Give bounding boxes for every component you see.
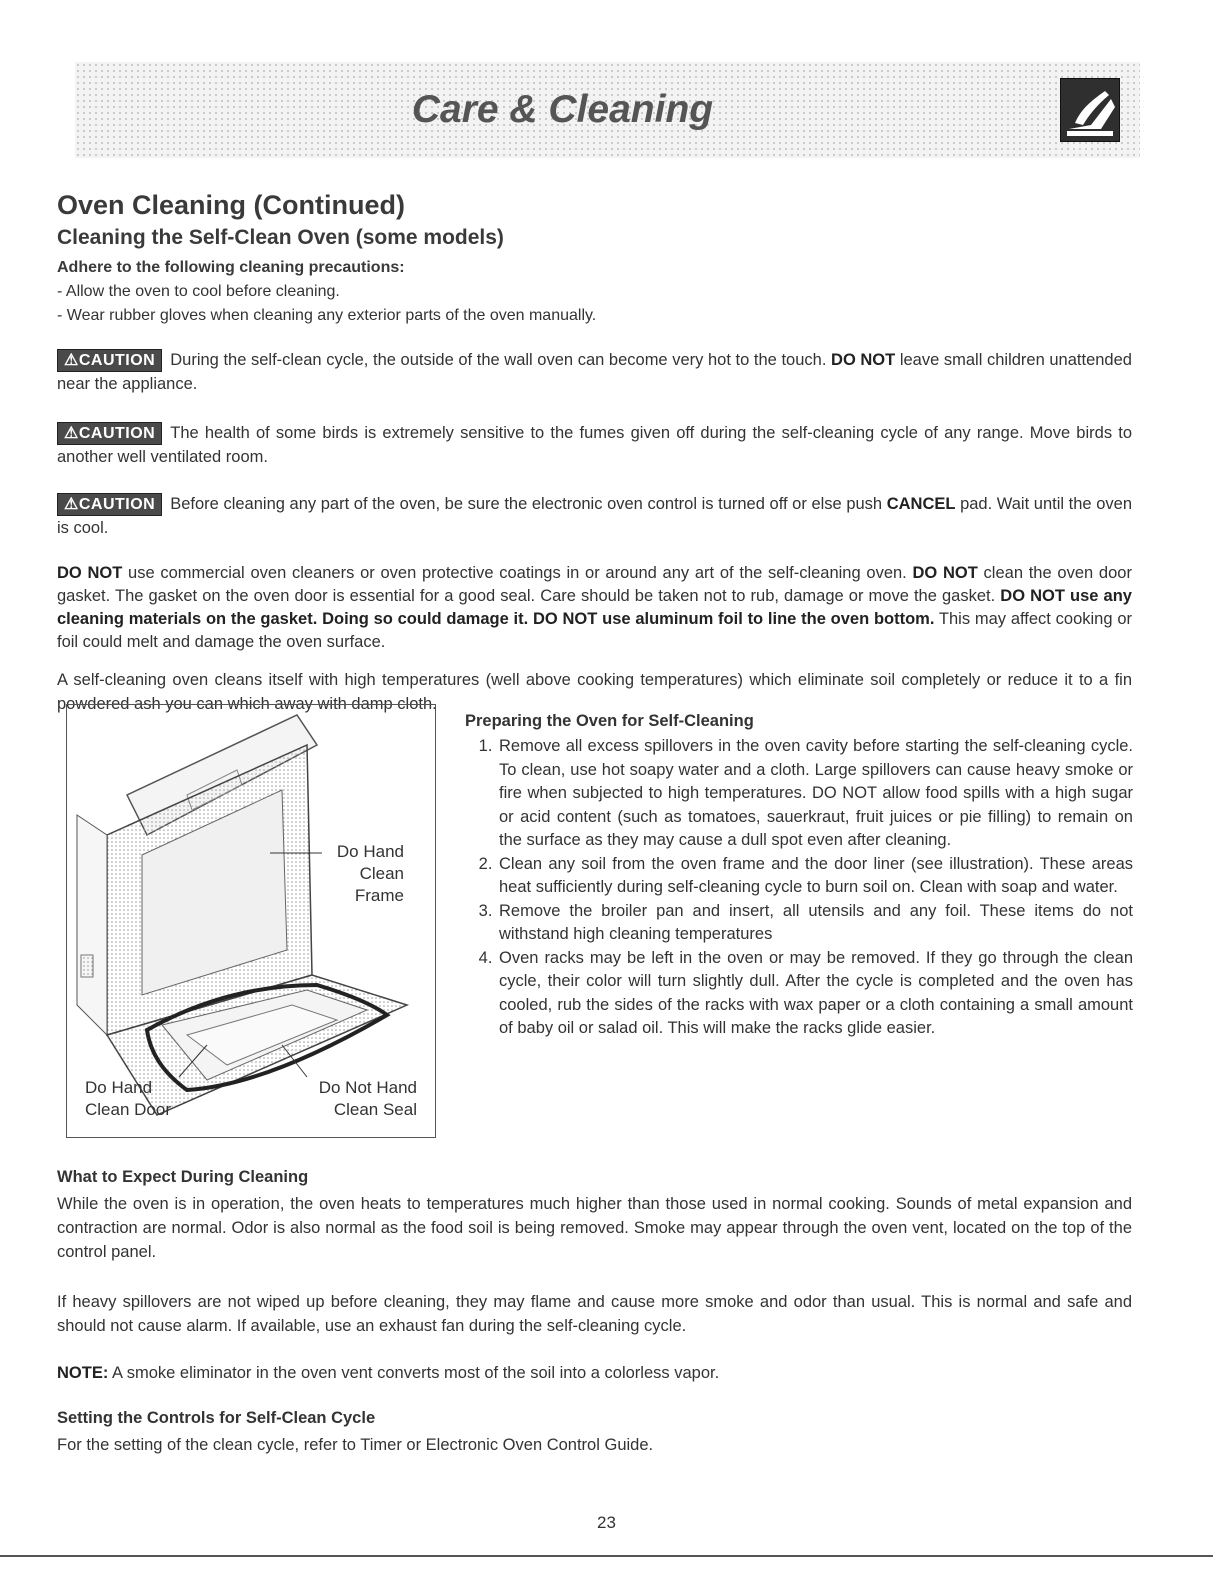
hand-cleaning-icon	[1060, 78, 1120, 142]
expect-paragraph: If heavy spillovers are not wiped up before cleaning, they may flame and cause more smoke and odor than usual. This is normal and safe and should not cause alarm. If available, use an exhaust fan during the self-cleaning cycle.	[57, 1293, 1132, 1335]
list-item: 2. Clean any soil from the oven frame and the door liner (see illustration). These areas heat sufficiently during self-cleaning cycle to burn soil on. Clean with soap and water.	[497, 853, 1133, 900]
oven-drawing	[67, 705, 435, 1137]
header-banner	[75, 62, 1140, 158]
prep-section	[465, 712, 1133, 1041]
self-clean-paragraph: A self-cleaning oven cleans itself with high temperatures (well above cooking temperatures) which eliminate soil completely or reduce it to a fin powdered ash you can which away with damp cloth.	[57, 671, 1132, 713]
list-item: 3. Remove the broiler pan and insert, all utensils and any foil. These items do not withstand high cleaning temperatures	[497, 900, 1133, 947]
precaution-item: - Allow the oven to cool before cleaning.	[57, 283, 340, 300]
oven-illustration	[66, 704, 436, 1138]
precaution-item: - Wear rubber gloves when cleaning any exterior parts of the oven manually.	[57, 307, 597, 324]
page-heading: Oven Cleaning (Continued)	[57, 190, 405, 220]
controls-paragraph: For the setting of the clean cycle, refer to Timer or Electronic Oven Control Guide.	[57, 1436, 654, 1454]
prep-title: Preparing the Oven for Self-Cleaning	[465, 712, 754, 730]
caution-paragraph: ⚠CAUTION The health of some birds is extremely sensitive to the fumes given off during the self-cleaning cycle of any range. Move birds to another well ventilated room.	[57, 424, 1132, 466]
caution-paragraph: ⚠CAUTION Before cleaning any part of the oven, be sure the electronic oven control is turned off or else push CANCEL pad. Wait until the oven is cool.	[57, 495, 1132, 537]
prep-list	[465, 735, 1133, 1041]
caution-badge: ⚠CAUTION	[57, 493, 162, 516]
footer-rule	[0, 1555, 1213, 1557]
banner-title: Care & Cleaning	[411, 88, 714, 131]
do-not-paragraph: DO NOT use commercial oven cleaners or oven protective coatings in or around any art of the self-cleaning oven. DO NOT clean the oven door gasket. The gasket on the oven door is essential for a good seal. Care should be taken not to rub, damage or move the gasket. DO NOT use any cleaning materials on the gasket. Doing so could damage it. DO NOT use aluminum foil to line the oven bottom. This may affect cooking or foil could melt and damage the oven surface.	[57, 564, 1132, 651]
label-frame: Do Hand Clean Frame	[336, 842, 404, 905]
page-number: 23	[597, 1513, 616, 1532]
label-door: Do Hand Clean Door	[85, 1078, 171, 1119]
label-seal: Do Not Hand Clean Seal	[318, 1078, 417, 1119]
expect-title: What to Expect During Cleaning	[57, 1168, 309, 1186]
note-paragraph: NOTE: A smoke eliminator in the oven vent converts most of the soil into a colorless vapor.	[57, 1364, 720, 1382]
expect-paragraph: While the oven is in operation, the oven heats to temperatures much higher than those used in normal cooking. Sounds of metal expansion and contraction are normal. Odor is also normal as the food soil is being removed. Smoke may appear through the oven vent, located on the top of the control panel.	[57, 1195, 1132, 1261]
caution-badge: ⚠CAUTION	[57, 422, 162, 445]
caution-badge: ⚠CAUTION	[57, 349, 162, 372]
caution-paragraph: ⚠CAUTION During the self-clean cycle, the outside of the wall oven can become very hot to the touch. DO NOT leave small children unattended near the appliance.	[57, 351, 1132, 393]
precautions-title: Adhere to the following cleaning precautions:	[57, 259, 405, 276]
list-item: 1. Remove all excess spillovers in the oven cavity before starting the self-cleaning cycle. To clean, use hot soapy water and a cloth. Large spillovers can cause heavy smoke or fire when subjected to high temperatures. DO NOT allow food spills with a high sugar or acid content (such as tomatoes, sauerkraut, fruit juices or pie filling) to remain on the surface as they may cause a dull spot even after cleaning.	[497, 735, 1133, 853]
list-item: 4. Oven racks may be left in the oven or may be removed. If they go through the clean cycle, their color will turn slightly dull. After the cycle is completed and the oven has cooled, rub the sides of the racks with wax paper or a cloth containing a small amount of baby oil or salad oil. This will make the racks glide easier.	[497, 947, 1133, 1041]
section-subheading: Cleaning the Self-Clean Oven (some models)	[57, 226, 504, 249]
controls-title: Setting the Controls for Self-Clean Cycle	[57, 1409, 376, 1427]
